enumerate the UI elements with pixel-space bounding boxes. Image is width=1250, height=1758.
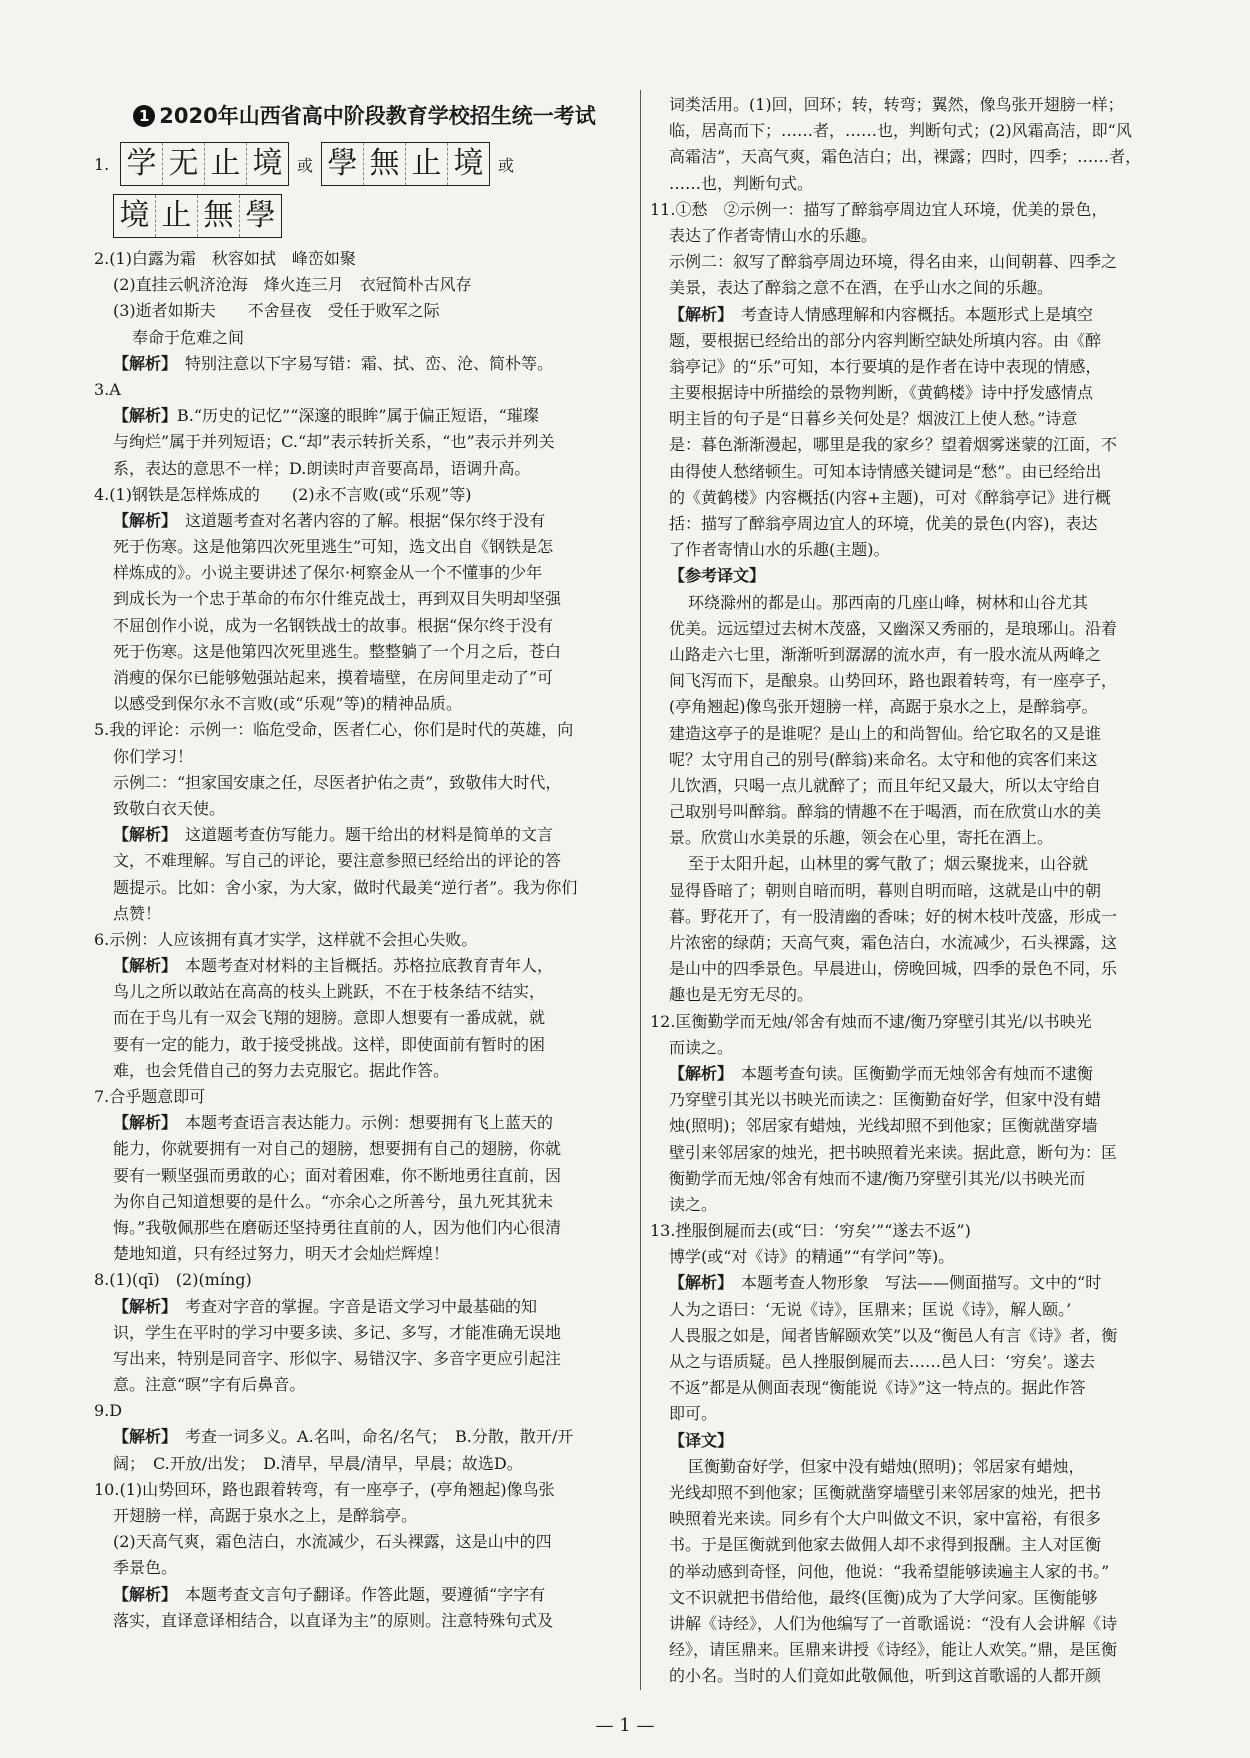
line-text: 了作者寄情山水的乐趣(主题)。 [669,540,890,560]
text-line [650,1061,1178,1087]
text-line [94,1189,635,1215]
text-line [650,197,1178,223]
line-text: 文不识就把书借给他，最终(匡衡)成为了大学问家。匡衡能够 [669,1587,1098,1607]
text-line [94,482,635,508]
line-text: 系，表达的意思不一样；D.朗读时声音要高昂，语调升高。 [113,458,531,478]
line-text: 而读之。 [669,1037,734,1057]
line-text: 考查一词多义。A.名叫，命名/名气； B.分散，散开/开 [169,1427,574,1447]
text-line [94,639,635,665]
line-text: 季景色。 [113,1558,178,1578]
text-line [650,1663,1178,1689]
text-line [650,1428,1178,1454]
analysis-tag: 【解析】 [669,1063,726,1083]
line-text: 点赞！ [113,903,162,923]
line-text: 写出来，特别是同音字、形似字、易错汉字、多音字更应引起注 [113,1348,562,1368]
line-text: 烛(照明)；邻居家有蜡烛，光线却照不到他家；匡衡就凿穿墙 [669,1116,1098,1136]
text-line [650,1218,1178,1244]
analysis-tag: 【解析】 [113,1113,170,1133]
line-text: 优美。远远望过去树木茂盛，又幽深又秀丽的，是琅琊山。沿着 [669,618,1118,638]
line-text: ……也，判断句式。 [669,173,814,193]
line-text: 博学(或“对《诗》的精通”“有学问”等)。 [669,1247,955,1267]
line-text: 人为之语曰：‘无说《诗》，匡鼎来；匡说《诗》，解人颐。’ [669,1299,1072,1319]
line-text: 悔。”我敬佩那些在磨砺还坚持勇往直前的人，因为他们内心很清 [113,1217,562,1237]
text-line [650,563,1178,589]
analysis-tag: 【解析】 [113,510,170,530]
column-divider [640,90,641,1690]
text-line [650,694,1178,720]
char-cell: 境 [453,146,484,181]
text-line [650,1349,1178,1375]
line-text: 由得使人愁绪顿生。可知本诗情感关键词是“愁”。由已经给出 [669,461,1102,481]
line-text: 题，要根据已经给出的部分内容判断空缺处所填内容。由《醉 [669,330,1102,350]
text-line [650,1113,1178,1139]
text-line [650,904,1178,930]
line-text: 9.D [94,1401,123,1421]
analysis-tag: 【解析】 [113,406,178,426]
line-text: 死于伤寒。这是他第四次死里逃生。整整躺了一个月之后，苍白 [113,641,562,661]
text-line [94,1477,635,1503]
text-line [94,953,635,979]
line-text: 本题考查对材料的主旨概括。苏格拉底教育青年人， [169,956,554,976]
text-line [650,747,1178,773]
text-line [94,351,635,377]
line-text: 壁引来邻居家的烛光，把书映照着光来读。据此意，断句为：匡 [669,1142,1118,1162]
line-text: 讲解《诗经》，人们为他编写了一首歌谣说：“没有人会讲解《诗 [669,1613,1118,1633]
line-text: 开翅膀一样，高踞于泉水之上，是醉翁亭。 [113,1506,418,1525]
line-text: 显得昏暗了；朝则自暗而明，暮则自明而暗，这就是山中的朝 [669,880,1102,900]
line-text: 6.示例：人应该拥有真才实学，这样就不会担心失败。 [94,929,478,949]
page-title [94,100,635,130]
text-line [650,406,1178,432]
line-text: 示例二：“担家国安康之任，尽医者护佑之责”，致敬伟大时代， [113,772,562,792]
text-line [650,1087,1178,1113]
text-line [94,1582,635,1608]
line-text: 主要根据诗中所描绘的景物判断，《黄鹤楼》诗中抒发感情点 [669,383,1094,403]
text-line [650,1506,1178,1532]
text-line [94,1241,635,1267]
line-text: 环绕滁州的都是山。那西南的几座山峰，树林和山谷尤其 [688,592,1089,612]
line-text: 样炼成的》。小说主要讲述了保尔·柯察金从一个不懂事的少年 [113,563,543,583]
analysis-tag: 【解析】 [113,353,170,373]
line-text: 匡衡勤奋好学，但家中没有蜡烛(照明)；邻居家有蜡烛， [688,1456,1085,1476]
char-cell: 學 [322,143,364,185]
line-text: (亭角翘起)像鸟张开翅膀一样，高踞于泉水之上，是醉翁亭。 [669,697,1098,717]
line-text: 即可。 [669,1404,718,1424]
text-line [94,1529,635,1555]
line-text: 这道题考查对名著内容的了解。根据“保尔终于没有 [169,510,546,530]
text-line [94,1398,635,1424]
text-line [650,825,1178,851]
text-line [650,590,1178,616]
line-text: 本题考查人物形象 写法——侧面描写。文中的“时 [725,1273,1102,1293]
text-line [650,1611,1178,1637]
text-line [650,1009,1178,1035]
text-line [94,377,635,403]
line-text: 你们学习！ [113,746,194,766]
text-line [650,1532,1178,1558]
text-line [94,1267,635,1293]
line-text: 识，学生在平时的学习中要多读、多记、多写，才能准确无误地 [113,1322,562,1342]
text-line [650,878,1178,904]
line-text: 光线却照不到他家；匡衡就凿穿墙壁引来邻居家的烛光，把书 [669,1482,1102,1502]
analysis-tag: 【参考译文】 [669,566,766,586]
text-line [94,691,635,717]
line-text: (2)直挂云帆济沧海 烽火连三月 衣冠简朴古风存 [113,275,472,295]
text-line [94,1372,635,1398]
line-text: 翁亭记》的“乐”可知，本行要填的是作者在诗中表现的情感， [669,356,1102,376]
line-text: 呢？太守用自己的别号(醉翁)来命名。太守和他的宾客们来这 [669,749,1098,769]
left-column [94,92,635,1634]
text-line [94,1215,635,1241]
line-text: 12.匡衡勤学而无烛/邻舍有烛而不逮/衡乃穿壁引其光/以书映光 [650,1011,1092,1031]
line-text: 13.挫服倒屣而去(或“曰：‘穷矣’”“遂去不返”) [650,1221,971,1241]
text-line [650,223,1178,249]
line-text: 到成长为一个忠于革命的布尔什维克战士，再到双目失明却坚强 [113,589,562,609]
text-line [94,822,635,848]
text-line [650,799,1178,825]
text-line [650,302,1178,328]
line-text: 本题考查文言句子翻译。作答此题，要遵循“字字有 [169,1584,546,1604]
line-text: 阔； C.开放/出发； D.清早，早晨/清早，早晨；故选D。 [113,1453,523,1473]
analysis-tag: 【解析】 [669,304,726,324]
char-cell: 境 [114,195,156,237]
line-text: 文，不难理解。写自己的评论，要注意参照已经给出的评论的答 [113,851,562,871]
text-line [650,1297,1178,1323]
text-line [94,1110,635,1136]
text-line [650,1480,1178,1506]
line-text: 考查对字音的掌握。字音是语文学习中最基础的知 [169,1296,538,1316]
text-line [650,1559,1178,1585]
text-line [650,354,1178,380]
analysis-tag: 【解析】 [669,1273,726,1293]
line-text: 暮。野花开了，有一股清幽的香味；好的树木枝叶茂盛，形成一 [669,906,1118,926]
line-text: (3)逝者如斯夫 不舍昼夜 受任于败军之际 [113,301,440,321]
text-line [94,901,635,927]
line-text: 与绚烂”属于并列短语；C.“却”表示转折关系，“也”表示并列关 [113,432,555,452]
text-line [94,1320,635,1346]
text-line [94,613,635,639]
text-line [650,171,1178,197]
text-line [94,1005,635,1031]
char-box-3 [113,194,282,238]
line-text: 不返”都是从侧面表现“衡能说《诗》”这一特点的。据此作答 [669,1378,1086,1398]
line-text: 以感受到保尔永不言败(或“乐观”等)的精神品质。 [113,694,462,714]
text-line [94,1424,635,1450]
text-line [650,1140,1178,1166]
line-text: 是：暮色渐渐漫起，哪里是我的家乡？望着烟雾迷蒙的江面，不 [669,435,1118,455]
text-line [94,246,635,272]
line-text: 意。注意“暝”字有后鼻音。 [113,1375,306,1395]
text-line [650,1375,1178,1401]
line-text: 的《黄鹤楼》内容概括(内容+主题)，可对《醉翁亭记》进行概 [669,487,1111,507]
text-line [650,1454,1178,1480]
text-line [650,511,1178,537]
text-line [650,1637,1178,1663]
line-text: 5.我的评论：示例一：临危受命，医者仁心，你们是时代的英雄，向 [94,720,574,740]
line-text: B.“历史的记忆”“深邃的眼眸”属于偏正短语，“璀璨 [177,406,539,426]
right-column [650,92,1178,1689]
text-line [94,927,635,953]
text-line [650,1323,1178,1349]
line-text: 要有一颗坚强而勇敢的心；面对着困难，你不断地勇往直前，因 [113,1165,562,1185]
line-text: 致敬白衣天使。 [113,798,226,818]
line-text: 要有一定的能力，敢于接受挑战。这样，即使面前有暂时的困 [113,1034,546,1054]
line-text: 4.(1)钢铁是怎样炼成的 (2)永不言败(或“乐观”等) [94,484,472,504]
text-line [94,560,635,586]
line-text: 本题考查语言表达能力。示例：想要拥有飞上蓝天的 [169,1113,554,1133]
text-line [650,668,1178,694]
line-text: 2.(1)白露为霜 秋容如拭 峰峦如聚 [94,249,356,268]
line-text: 括：描写了醉翁亭周边宜人的环境，优美的景色(内容)，表达 [669,514,1098,533]
text-line [94,586,635,612]
text-line [650,1035,1178,1061]
text-line [650,1166,1178,1192]
line-text: 儿饮酒，只喝一点儿就醉了；而且年纪又最大，所以太守给自 [669,775,1102,795]
analysis-tag: 【解析】 [113,825,170,845]
line-text: 特别注意以下字易写错：霜、拭、峦、沧、简朴等。 [169,353,554,373]
text-line [650,249,1178,275]
text-line [94,717,635,743]
line-text: 至于太阳升起，山林里的雾气散了；烟云聚拢来，山谷就 [688,854,1089,874]
text-line [650,930,1178,956]
text-line [94,429,635,455]
line-text: 难，也会凭借自己的努力去克服它。据此作答。 [113,1060,450,1080]
char-cell: 無 [198,195,240,237]
text-line [650,1244,1178,1270]
text-line [94,1084,635,1110]
analysis-tag: 【解析】 [113,1584,170,1604]
title-badge: 1 [133,105,155,127]
line-text: 8.(1)(qī) (2)(míng) [94,1270,252,1290]
line-text: 经》，请匡鼎来。匡鼎来讲授《诗经》，能让人欢笑。”鼎，是匡衡 [669,1640,1118,1660]
text-line [650,537,1178,563]
line-text: 而在于鸟儿有一双会飞翔的翅膀。意即人想要有一番成就，就 [113,1008,546,1028]
analysis-tag: 【译文】 [669,1430,734,1450]
line-text: 为你自己知道想要的是什么。“亦余心之所善兮，虽九死其犹未 [113,1191,554,1211]
line-text: 示例二：叙写了醉翁亭周边环境，得名由来，山间朝暮、四季之 [669,252,1118,272]
q1-row [94,138,635,190]
char-cell: 止 [406,143,448,185]
char-cell: 学 [121,143,163,185]
text-line [94,979,635,1005]
text-line [650,982,1178,1008]
text-line [94,456,635,482]
text-line [94,1555,635,1581]
line-text: 的小名。当时的人们竟如此敬佩他，听到这首歌谣的人都开颜 [669,1666,1102,1686]
page-number: — 1 — [595,1715,655,1736]
text-line [650,144,1178,170]
text-line [650,721,1178,747]
text-line [650,380,1178,406]
line-text: 高霜洁”，天高气爽，霜色洁白；出，裸露；四时，四季；……者， [669,147,1142,167]
line-text: 3.A [94,379,121,399]
line-text: 乃穿壁引其光以书映光而读之：匡衡勤奋好学，但家中没有蜡 [669,1090,1102,1110]
or-text: 或 [498,155,515,175]
line-text: 11.①愁 ②示例一：描写了醉翁亭周边宜人环境，优美的景色， [650,199,1108,219]
text-line [650,328,1178,354]
char-cell: 止 [205,143,247,185]
text-line [94,298,635,324]
char-cell: 學 [245,198,276,233]
or-text: 或 [297,155,314,175]
q1-row-2 [94,190,635,242]
line-text: 山路走六七里，渐渐听到潺潺的流水声，有一股水流从两峰之 [669,644,1102,664]
line-text: 鸟儿之所以敢站在高高的枝头上跳跃，不在于枝条结不结实， [113,982,546,1002]
char-cell: 境 [252,146,283,181]
text-line [94,1136,635,1162]
line-text: 临，居高而下；……者，……也，判断句式；(2)风霜高洁，即“风 [669,121,1132,141]
line-text: 考查诗人情感理解和内容概括。本题形式上是填空 [725,304,1094,324]
text-line [650,459,1178,485]
char-box-2 [321,142,490,186]
text-line [94,272,635,298]
text-line [650,92,1178,118]
text-line [94,1163,635,1189]
text-line [650,616,1178,642]
text-line [650,956,1178,982]
line-text: 落实，直译意译相结合，以直译为主”的原则。注意特殊句式及 [113,1610,554,1630]
text-line [94,534,635,560]
line-text: 10.(1)山势回环，路也跟着转弯，有一座亭子，(亭角翘起)像鸟张 [94,1479,555,1499]
line-text: 本题考查句读。匡衡勤学而无烛邻舍有烛而不逮衡 [725,1063,1094,1083]
text-line [650,1585,1178,1611]
text-line [650,118,1178,144]
line-text: 美景，表达了醉翁之意不在酒，在乎山水之间的乐趣。 [669,278,1054,298]
char-cell: 无 [163,143,205,185]
line-text: (2)天高气爽，霜色洁白，水流减少，石头裸露，这是山中的四 [113,1532,552,1552]
text-line [94,744,635,770]
line-text: 己取别号叫醉翁。醉翁的情趣不在于喝酒，而在欣赏山水的美 [669,802,1102,822]
line-text: 7.合乎题意即可 [94,1087,206,1106]
text-line [650,275,1178,301]
line-text: 词类活用。(1)回，回环；转，转弯；翼然，像鸟张开翅膀一样； [669,95,1124,114]
line-text: 奉命于危难之间 [132,327,245,347]
text-line [94,403,635,429]
title-text: 2020年山西省高中阶段教育学校招生统一考试 [159,104,596,128]
line-text: 明主旨的句子是“日暮乡关何处是？烟波江上使人愁。”诗意 [669,409,1078,429]
text-line [94,1451,635,1477]
text-line [94,1503,635,1529]
line-text: 题提示。比如：舍小家，为大家，做时代最美“逆行者”。我为你们 [113,877,578,897]
line-text: 衡勤学而无烛/邻舍有烛而不逮/衡乃穿壁引其光/以书映光而 [669,1168,1086,1188]
text-line [650,1401,1178,1427]
right-answer-text [650,92,1178,1689]
text-line [94,848,635,874]
line-text: 景。欣赏山水美景的乐趣，领会在心里，寄托在酒上。 [669,828,1054,848]
line-text: 死于伤寒。这是他第四次死里逃生”可知，选文出自《钢铁是怎 [113,537,554,557]
text-line [650,1192,1178,1218]
text-line [650,432,1178,458]
line-text: 间飞泻而下，是酿泉。山势回环，路也跟着转弯，有一座亭子， [669,671,1118,691]
line-text: 从之与语质疑。邑人挫服倒屣而去……邑人曰：‘穷矣’。遂去 [669,1352,1096,1371]
text-line [94,1346,635,1372]
text-line [94,875,635,901]
line-text: 楚地知道，只有经过努力，明天才会灿烂辉煌！ [113,1244,450,1264]
text-line [650,851,1178,877]
line-text: 不屈创作小说，成为一名钢铁战士的故事。根据“保尔终于没有 [113,615,554,635]
char-box-1 [120,142,289,186]
text-line [94,1032,635,1058]
line-text: 能力，你就要拥有一对自己的翅膀，想要拥有自己的翅膀，你就 [113,1139,562,1159]
text-line [94,325,635,351]
text-line [650,485,1178,511]
char-cell: 無 [364,143,406,185]
line-text: 表达了作者寄情山水的乐趣。 [669,225,878,245]
text-line [94,770,635,796]
text-line [650,642,1178,668]
text-line [650,773,1178,799]
line-text: 的举动感到奇怪，问他，他说：“我希望能够读遍主人家的书。” [669,1561,1110,1581]
line-text: 这道题考查仿写能力。题干给出的材料是简单的文言 [169,825,554,845]
text-line [94,665,635,691]
analysis-tag: 【解析】 [113,1427,170,1447]
line-text: 是山中的四季景色。早晨进山，傍晚回城，四季的景色不同，乐 [669,959,1118,979]
text-line [94,796,635,822]
line-text: 建造这亭子的是谁呢？是山上的和尚智仙。给它取名的又是谁 [669,723,1102,743]
text-line [94,1294,635,1320]
line-text: 映照着光来读。同乡有个大户叫做文不识，家中富裕，有很多 [669,1509,1102,1529]
char-cell: 止 [156,195,198,237]
line-text: 人畏服之如是，闻者皆解颐欢笑”以及“衡邑人有言《诗》者，衡 [669,1325,1118,1345]
analysis-tag: 【解析】 [113,1296,170,1316]
text-line [650,1270,1178,1296]
line-text: 消瘦的保尔已能够勉强站起来，摸着墙壁，在房间里走动了”可 [113,668,554,687]
text-line [94,1058,635,1084]
left-answer-text [94,246,635,1634]
q1-number: 1. [94,154,110,174]
text-line [94,508,635,534]
line-text: 片浓密的绿荫；天高气爽，霜色洁白，水流减少，石头裸露，这 [669,933,1118,952]
analysis-tag: 【解析】 [113,956,170,976]
text-line [94,1608,635,1634]
line-text: 书。于是匡衡就到他家去做佣人却不求得到报酬。主人对匡衡 [669,1535,1102,1555]
line-text: 读之。 [669,1194,718,1214]
line-text: 趣也是无穷无尽的。 [669,985,814,1005]
